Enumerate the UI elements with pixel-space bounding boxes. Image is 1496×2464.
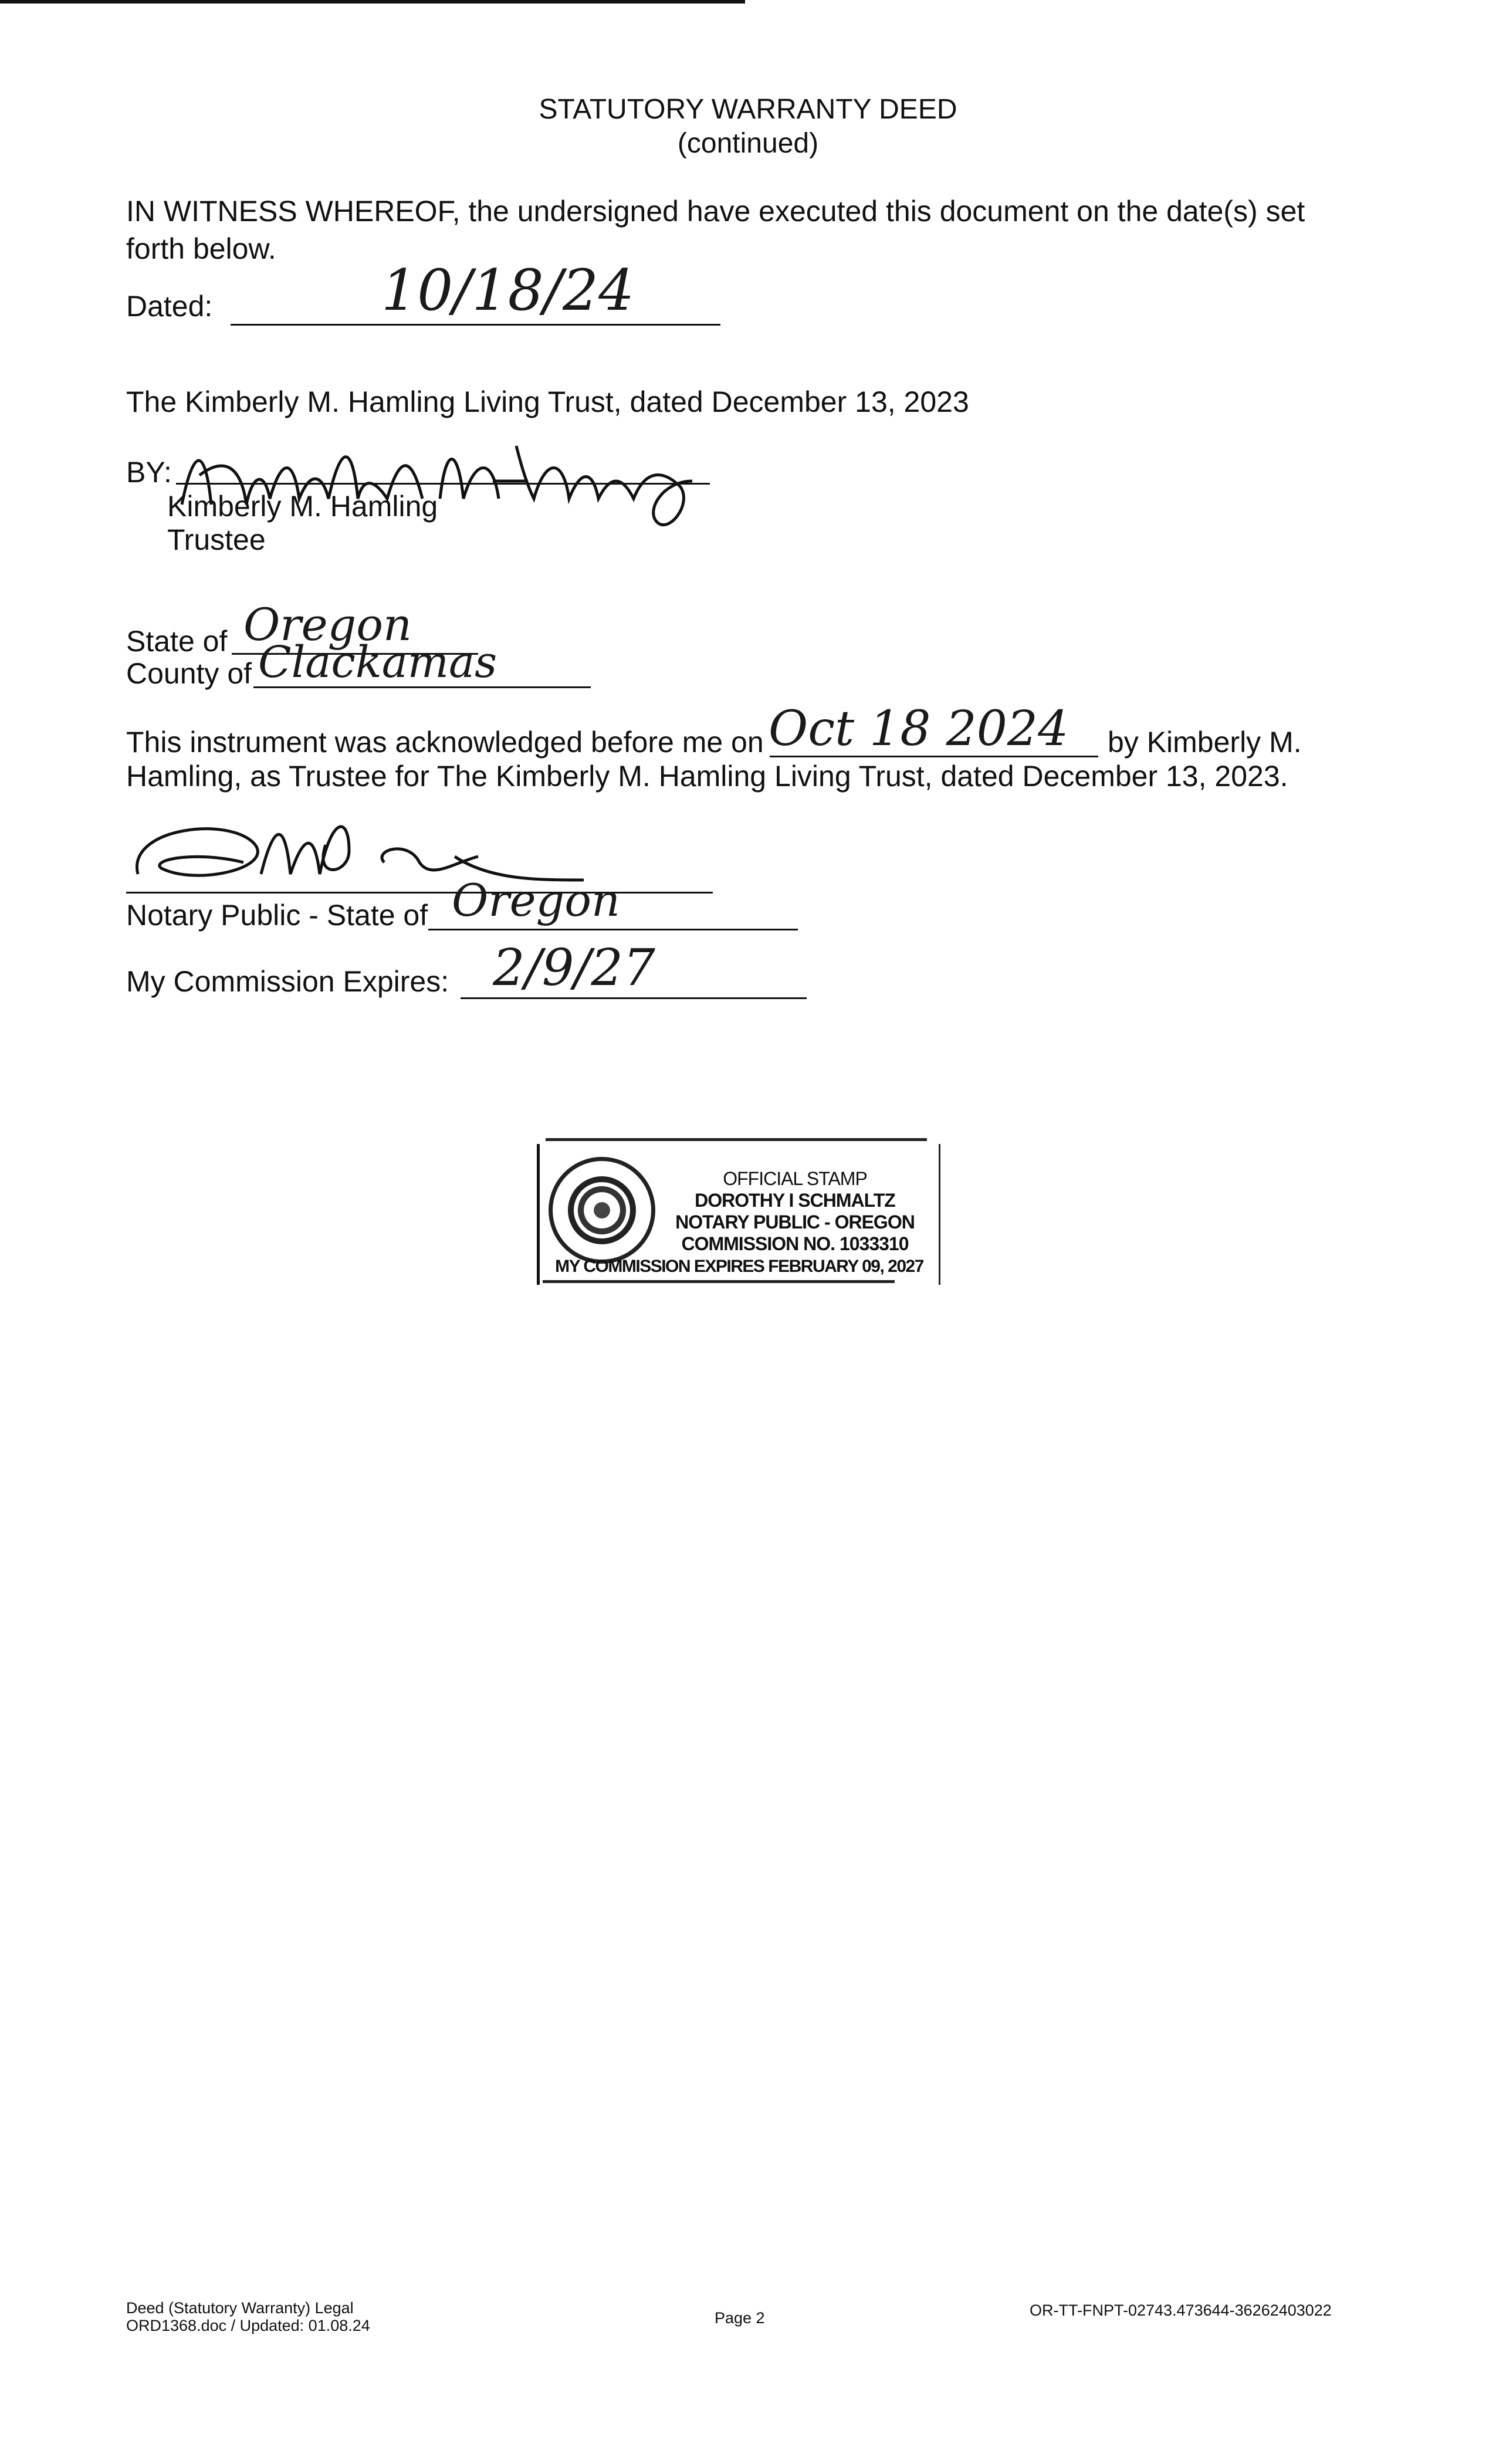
ack-text-part1: This instrument was acknowledged before me on bbox=[126, 726, 764, 759]
notary-state-handwritten: Oregon bbox=[452, 874, 620, 926]
witness-paragraph: IN WITNESS WHEREOF, the undersigned have executed this document on the date(s) set forth below. bbox=[126, 195, 1305, 265]
notary-signature-line bbox=[126, 892, 713, 893]
county-handwritten: Clackamas bbox=[258, 637, 497, 688]
signer-title: Trustee bbox=[167, 523, 266, 556]
footer-page-number: Page 2 bbox=[715, 2309, 765, 2327]
dated-label: Dated: bbox=[126, 290, 213, 323]
footer-order-number: OR-TT-FNPT-02743.473644-36262403022 bbox=[1030, 2301, 1332, 2319]
signer-name: Kimberly M. Hamling bbox=[167, 490, 438, 523]
stamp-bottom-border bbox=[543, 1280, 895, 1283]
document-subtitle: (continued) bbox=[677, 128, 819, 159]
ack-text-part2: by Kimberly M. bbox=[1108, 726, 1302, 759]
commission-expires-line bbox=[461, 997, 807, 999]
notary-state-label: Notary Public - State of bbox=[126, 899, 428, 932]
commission-expires-handwritten: 2/9/27 bbox=[493, 939, 655, 997]
stamp-commission-number: COMMISSION NO. 1033310 bbox=[681, 1233, 909, 1254]
state-handwritten: Oregon bbox=[243, 598, 412, 651]
seal-center-icon bbox=[568, 1176, 636, 1244]
dated-line bbox=[231, 324, 720, 326]
commission-expires-label: My Commission Expires: bbox=[126, 965, 449, 998]
document-title: STATUTORY WARRANTY DEED bbox=[539, 94, 957, 125]
stamp-expiration: MY COMMISSION EXPIRES FEBRUARY 09, 2027 bbox=[555, 1257, 923, 1276]
county-label: County of bbox=[126, 657, 252, 690]
by-label: BY: bbox=[126, 456, 172, 489]
top-border-rule bbox=[0, 0, 745, 4]
state-label: State of bbox=[126, 625, 228, 658]
stamp-line3: NOTARY PUBLIC - OREGON bbox=[675, 1211, 915, 1233]
stamp-notary-name: DOROTHY I SCHMALTZ bbox=[695, 1190, 895, 1211]
stamp-top-border bbox=[546, 1138, 927, 1141]
dated-handwritten: 10/18/24 bbox=[381, 258, 635, 323]
trust-name: The Kimberly M. Hamling Living Trust, dated December 13, 2023 bbox=[126, 385, 969, 418]
stamp-line1: OFFICIAL STAMP bbox=[723, 1168, 867, 1189]
footer-form-id: ORD1368.doc / Updated: 01.08.24 bbox=[126, 2317, 370, 2334]
ack-text-line2: Hamling, as Trustee for The Kimberly M. Hamling Living Trust, dated December 13, 2023. bbox=[126, 760, 1288, 793]
notary-state-line bbox=[428, 929, 798, 930]
ack-date-handwritten: Oct 18 2024 bbox=[769, 701, 1069, 757]
footer-form-name: Deed (Statutory Warranty) Legal bbox=[126, 2299, 354, 2317]
